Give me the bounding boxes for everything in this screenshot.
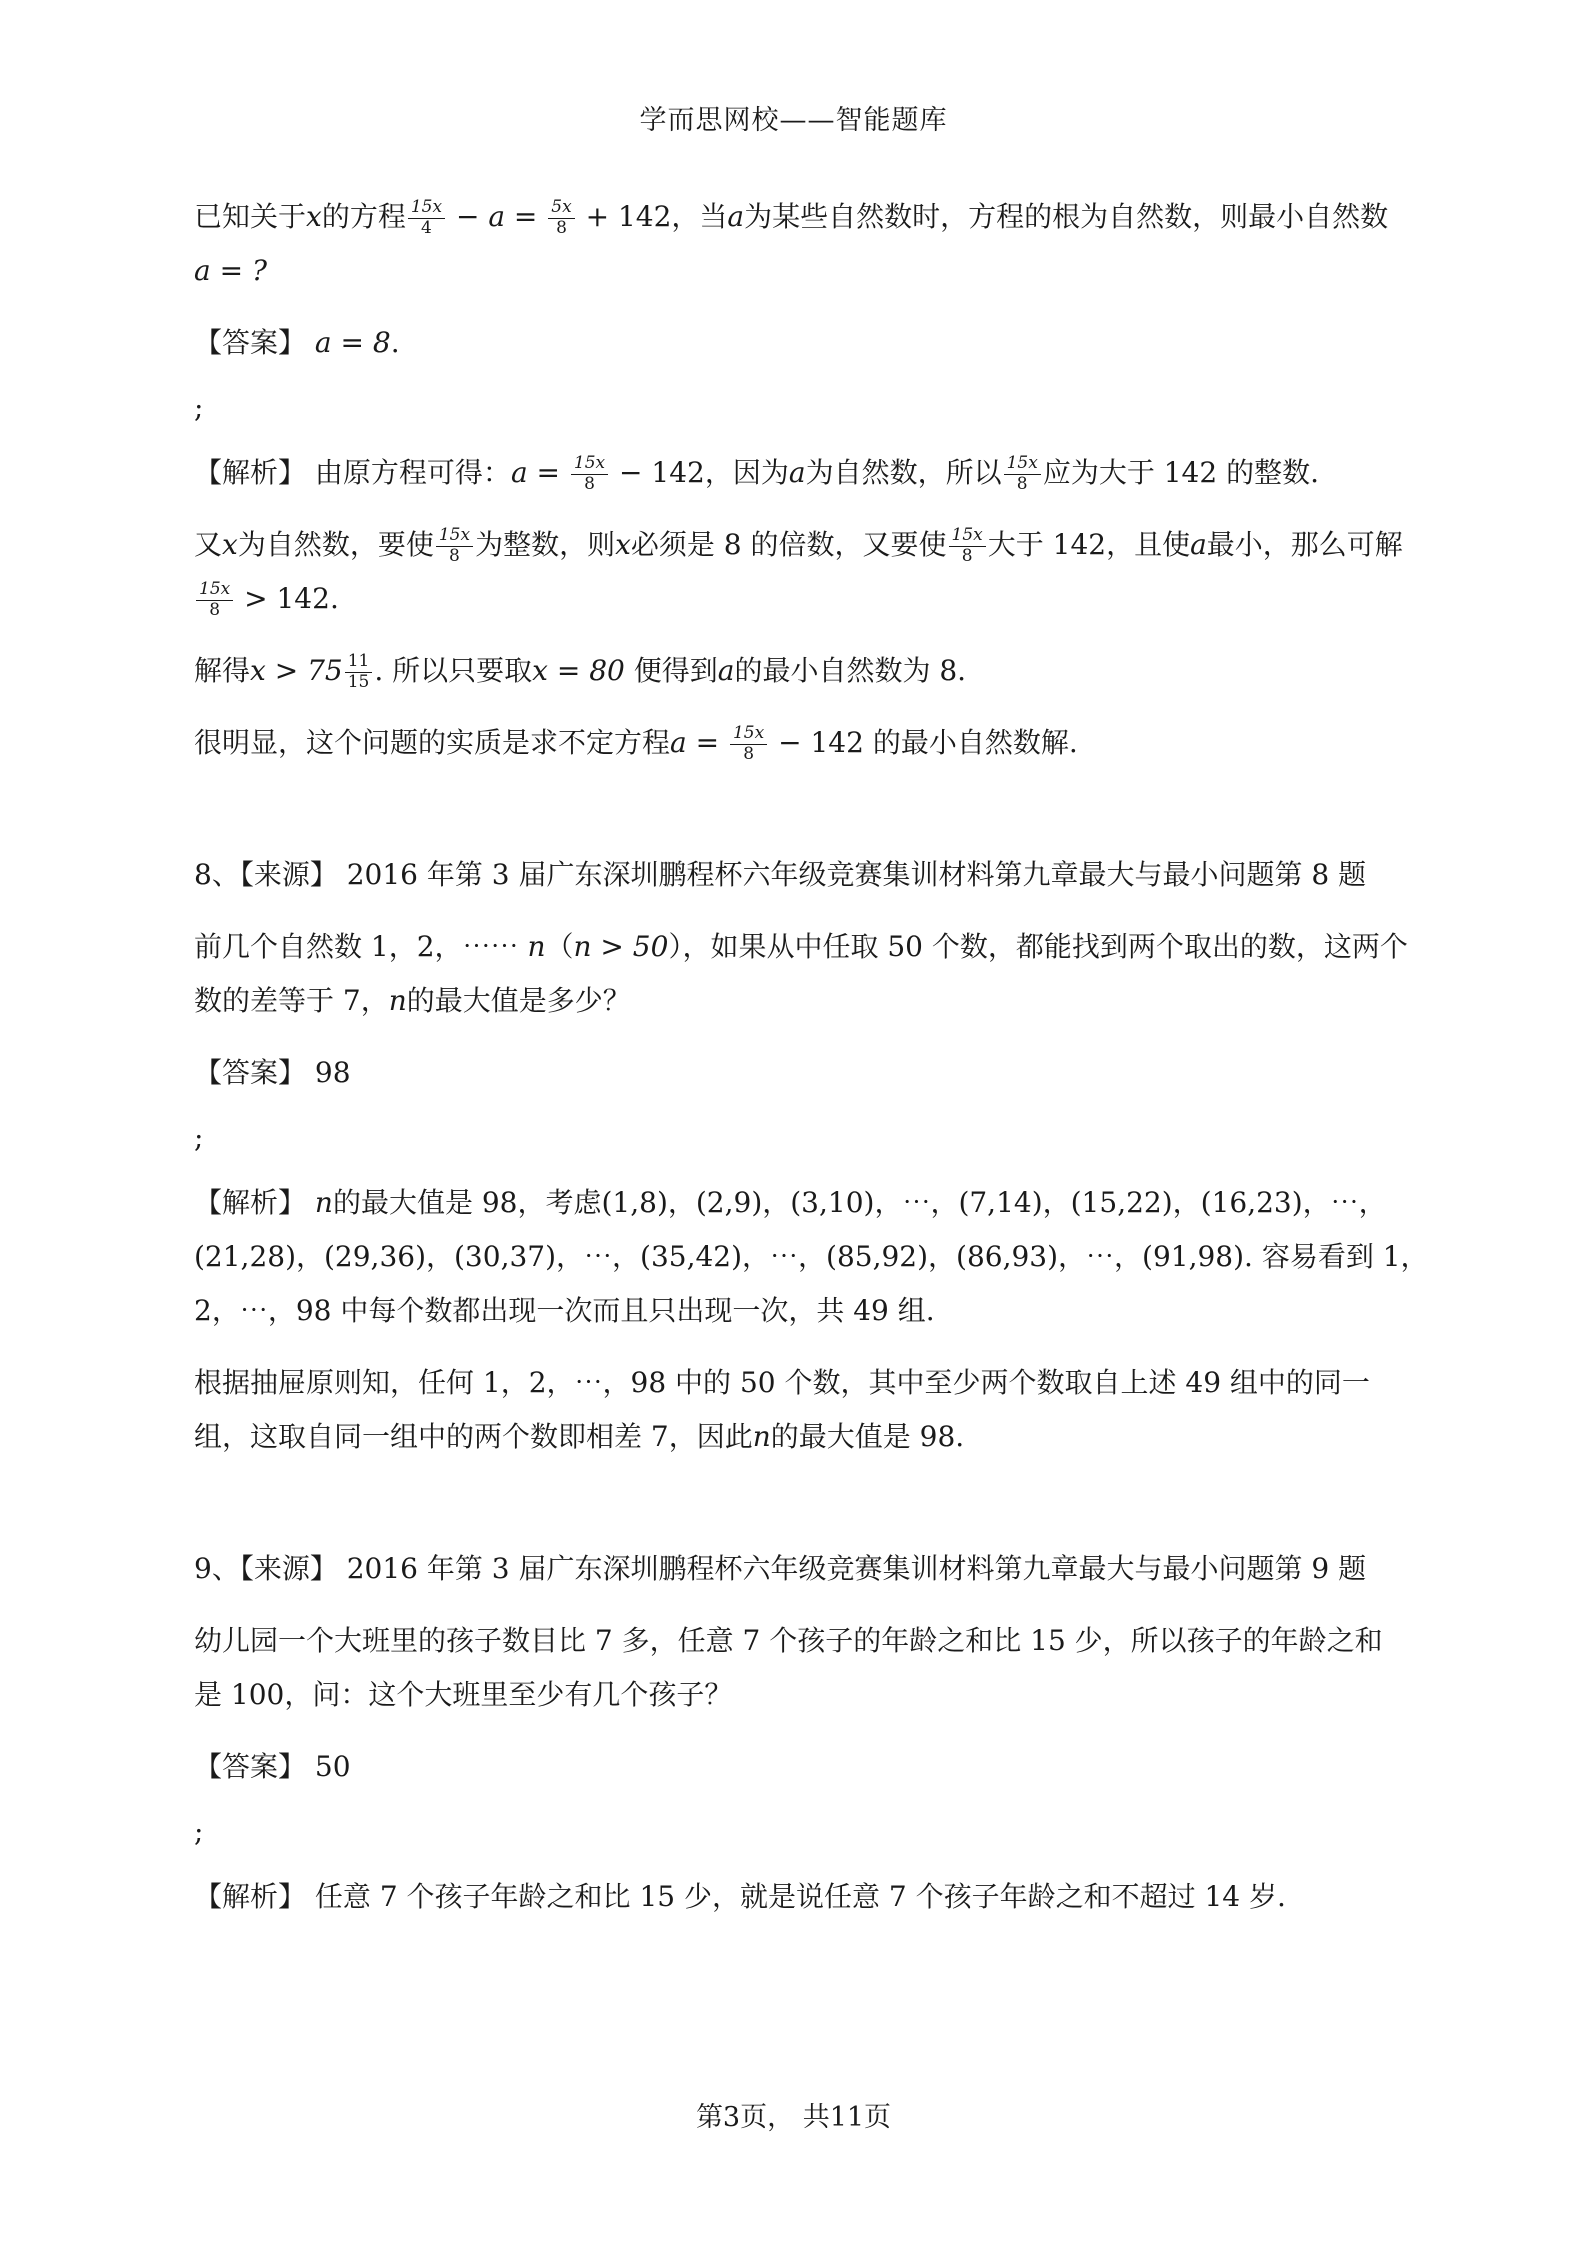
answer-label: 【答案】 — [194, 1750, 307, 1783]
fraction: $\frac{15x}{8}$ — [1004, 454, 1041, 494]
answer-label: 【答案】 — [194, 326, 307, 359]
analysis-label: 【解析】 — [194, 456, 307, 489]
q7-analysis-line1: 【解析】 由原方程可得：a = $\frac{15x}{8}$ − 142，因为a为自然数，所以 $\frac{15x}{8}$ 应为大于 142 的整数. — [194, 453, 1319, 494]
fraction: $\frac{15x}{8}$ — [730, 724, 767, 764]
answer-value: 98 — [314, 1056, 351, 1089]
q9-answer — [194, 1740, 1404, 1794]
q7-analysis-line4: 解得x > 75 $\frac{11}{15}$ . 所以只要取x = 80 便得到a的最小自然数为 8. — [194, 651, 967, 692]
fraction: $\frac{15x}{4}$ — [408, 198, 445, 238]
q8-analysis-line2: (21,28)，(29,36)，(30,37)，⋯，(35,42)，⋯，(85,92)，(86,93)，⋯，(91,98). 容易看到 1， — [194, 1240, 1429, 1273]
q8-question-line1: 前几个自然数 1，2，⋯⋯ n（n > 50），如果从中任取 50 个数，都能找到两个取出的数，这两个 — [194, 930, 1408, 963]
fraction: $\frac{15x}{8}$ — [949, 526, 986, 566]
q7-analysis-line3: $\frac{15x}{8}$ > 142. — [194, 572, 1404, 626]
q9-question-line1: 幼儿园一个大班里的孩子数目比 7 多，任意 7 个孩子的年龄之和比 15 少，所以孩子的年龄之和 — [194, 1624, 1383, 1657]
fraction: $\frac{15x}{8}$ — [571, 454, 608, 494]
separator-semicolon: ; — [194, 391, 204, 424]
answer-label: 【答案】 — [194, 1056, 307, 1089]
q8-source-line: 8、【来源】 2016 年第 3 届广东深圳鹏程杯六年级竞赛集训材料第九章最大与最小问题第 8 题 — [194, 858, 1367, 891]
page-content — [194, 190, 1429, 1924]
q9-source-line: 9、【来源】 2016 年第 3 届广东深圳鹏程杯六年级竞赛集训材料第九章最大与最小问题第 9 题 — [194, 1552, 1367, 1585]
answer-value: a = 8 — [314, 326, 391, 359]
analysis-label: 【解析】 — [194, 1186, 307, 1219]
q7-question-line1: 已知关于x的方程 $\frac{15x}{4}$ − a = $\frac{5x}{8}$ + 142，当a为某些自然数时，方程的根为自然数，则最小自然数 — [194, 197, 1389, 238]
fraction: $\frac{15x}{8}$ — [196, 580, 233, 620]
q8-question-line2: 数的差等于 7，n的最大值是多少？ — [194, 984, 631, 1017]
q8-answer — [194, 1046, 1404, 1100]
q8-analysis-line1: 【解析】 n的最大值是 98，考虑(1,8)，(2,9)，(3,10)，⋯，(7,14)，(15,22)，(16,23)，⋯， — [194, 1186, 1387, 1219]
q9-analysis-line1: 【解析】 任意 7 个孩子年龄之和比 15 少，就是说任意 7 个孩子年龄之和不超过 14 岁. — [194, 1880, 1286, 1913]
analysis-label: 【解析】 — [194, 1880, 307, 1913]
separator-semicolon: ; — [194, 1815, 204, 1848]
page-footer: 第3页， 共11页 — [695, 2102, 892, 2133]
q9-question-line2: 是 100，问：这个大班里至少有几个孩子？ — [194, 1678, 733, 1711]
fraction: $\frac{15x}{8}$ — [436, 526, 473, 566]
fraction: $\frac{5x}{8}$ — [548, 198, 574, 238]
fraction: $\frac{11}{15}$ — [345, 652, 373, 692]
separator-semicolon: ; — [194, 1121, 204, 1154]
q7-answer: 【答案】 a = 8. — [194, 326, 400, 359]
page-header: 学而思网校——智能题库 — [639, 105, 948, 136]
q7-question-line2: a = ? — [194, 254, 267, 287]
q8-analysis-line4: 根据抽屉原则知，任何 1，2，⋯，98 中的 50 个数，其中至少两个数取自上述 49 组中的同一 — [194, 1366, 1370, 1399]
answer-value: 50 — [314, 1750, 351, 1783]
q8-analysis-line5: 组，这取自同一组中的两个数即相差 7，因此n的最大值是 98. — [194, 1420, 965, 1453]
q8-analysis-line3: 2，⋯，98 中每个数都出现一次而且只出现一次，共 49 组. — [194, 1294, 935, 1327]
q7-analysis-line5: 很明显，这个问题的实质是求不定方程a = $\frac{15x}{8}$ − 142 的最小自然数解. — [194, 723, 1078, 764]
q7-analysis-line2: 又x为自然数，要使 $\frac{15x}{8}$ 为整数，则x必须是 8 的倍数，又要使 $\frac{15x}{8}$ 大于 142，且使a最小，那么可解 — [194, 525, 1403, 566]
